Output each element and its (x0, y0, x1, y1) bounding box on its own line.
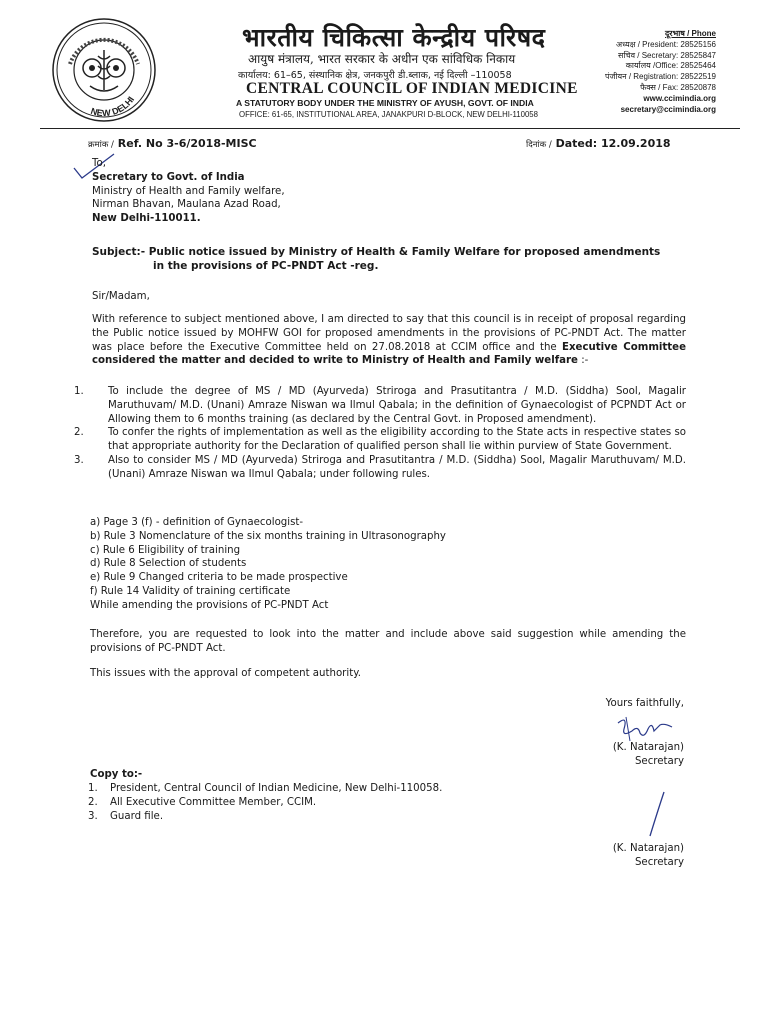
signatory2-name: (K. Natarajan) (612, 843, 684, 854)
email-link[interactable]: secretary@ccimindia.org (620, 104, 716, 114)
rules-list (90, 516, 446, 613)
salutation: Sir/Madam, (92, 291, 150, 302)
list-item: f) Rule 14 Validity of training certificate (90, 585, 291, 597)
contact-block (605, 29, 716, 115)
letter-date (526, 137, 671, 150)
fax-number: फैक्स / Fax: 28520878 (640, 82, 716, 92)
address-line-3: New Delhi-110011. (92, 213, 201, 225)
list-item: 2. All Executive Committee Member, CCIM. (88, 796, 317, 808)
office-address: OFFICE: 61-65, INSTITUTIONAL AREA, JANAKPURI D-BLOCK, NEW DELHI-110058 (239, 110, 538, 119)
subject-line-1: Subject:- Public notice issued by Ministry of Health & Family Welfare for proposed amendments (92, 246, 661, 258)
reference-number (88, 137, 257, 150)
ccim-seal-emblem (50, 16, 158, 124)
list-item: e) Rule 9 Changed criteria to be made prospective (90, 572, 348, 584)
subject-line-2: in the provisions of PC-PNDT Act -reg. (153, 259, 379, 272)
statutory-line: A STATUTORY BODY UNDER THE MINISTRY OF AYUSH, GOVT. OF INDIA (236, 98, 534, 108)
office-phone: कार्यालय /Office: 28525464 (625, 61, 716, 71)
to-label: To, (92, 158, 106, 169)
signatory2-title: Secretary (634, 856, 684, 868)
numbered-points (74, 385, 686, 482)
secretary-phone: सचिव / Secretary: 28525847 (618, 50, 716, 60)
list-item: 1. President, Central Council of Indian Medicine, New Delhi-110058. (88, 783, 443, 794)
list-item: 3. Guard file. (88, 810, 164, 822)
date-label: दिनांक / (526, 140, 552, 150)
address-line-1: Ministry of Health and Family welfare, (92, 185, 285, 197)
intro-paragraph (92, 313, 686, 368)
signatory-block (613, 741, 684, 769)
intro-paragraph-text: With reference to subject mentioned above, I am directed to say that this council is in receipt of proposal regarding the Public notice issued by MOHFW GOI for proposed amendments in the provisions of PC-PNDT Act. The matter was place before the Executive Committee held on 27.08.2018 at CCIM office and the (92, 314, 686, 353)
address-line-2: Nirman Bhavan, Maulana Azad Road, (92, 199, 281, 211)
list-item: c) Rule 6 Eligibility of training (90, 544, 241, 556)
website-link[interactable]: www.ccimindia.org (643, 93, 716, 103)
hindi-subtitle: आयुष मंत्रालय, भारत सरकार के अधीन एक सांविधिक निकाय (248, 52, 516, 66)
date-value: Dated: 12.09.2018 (555, 137, 671, 150)
signatory-name: (K. Natarajan) (612, 742, 684, 753)
hindi-title: भारतीय चिकित्सा केन्द्रीय परिषद (242, 23, 546, 52)
list-item: 2. To confer the rights of implementation as well as the eligibility according to the State acts in respective states so that appropriate authority for the Declaration of qualified person shall lie within purview of State Government. (74, 427, 686, 453)
signatory-title: Secretary (634, 755, 684, 767)
list-item: 1. To include the degree of MS / MD (Ayurveda) Striroga and Prasutitantra / M.D. (Siddha) Sool, Magalir Maruthuvam/ M.D. (Unani) Amraze Niswan wa Ilmul Qabala; in the definition of Gynaecologist of PCPNDT Act or Allowing them to 6 months training (as declared by the Central Govt. in Proposed amendment). (74, 386, 686, 425)
approval-paragraph: This issues with the approval of competent authority. (90, 668, 362, 679)
signature-image (614, 713, 676, 743)
ref-label: क्रमांक / (88, 140, 114, 150)
seal-text: NEW DELHI (89, 94, 137, 119)
president-phone: अध्यक्ष / President: 28525156 (616, 39, 716, 49)
intro-paragraph-emphasis: Executive Committee considered the matter and decided to write to Ministry of Health and Family welfare (92, 341, 686, 367)
copy-to-list (88, 782, 442, 823)
list-item: d) Rule 8 Selection of students (90, 558, 247, 570)
second-signatory-block (613, 842, 684, 870)
closing: Yours faithfully, (605, 698, 684, 709)
subject-line (92, 246, 692, 273)
list-item: 3. Also to consider MS / MD (Ayurveda) Striroga and Prasutitantra / M.D. (Siddha) Sool, Magalir Maruthuvam/ M.D. (Unani) Amraze Niswan wa Ilmul Qabala; under following rules. (74, 454, 686, 480)
ref-value: Ref. No 3-6/2018-MISC (117, 137, 257, 150)
registration-phone: पंजीयन / Registration: 28522519 (604, 72, 716, 82)
request-paragraph: Therefore, you are requested to look into the matter and include above said suggestion while amending the provisions of PC-PNDT Act. (90, 629, 686, 654)
second-signature-image (640, 790, 670, 840)
list-item: b) Rule 3 Nomenclature of the six months training in Ultrasonography (90, 530, 446, 542)
header-divider (40, 128, 740, 129)
list-item: While amending the provisions of PC-PNDT Act (90, 599, 329, 611)
copy-to-heading: Copy to:- (90, 769, 143, 780)
english-title: CENTRAL COUNCIL OF INDIAN MEDICINE (246, 80, 578, 97)
addressee-title: Secretary to Govt. of India (92, 171, 245, 183)
hindi-address: कार्यालय: 61–65, संस्थानिक क्षेत्र, जनकपुरी डी.ब्लाक, नई दिल्ली –110058 (238, 70, 512, 81)
list-item: a) Page 3 (f) - definition of Gynaecologist- (90, 517, 304, 528)
phone-label: दूरभाष / Phone (665, 29, 716, 38)
intro-paragraph-tail: :- (577, 355, 589, 367)
addressee-block (92, 157, 492, 226)
